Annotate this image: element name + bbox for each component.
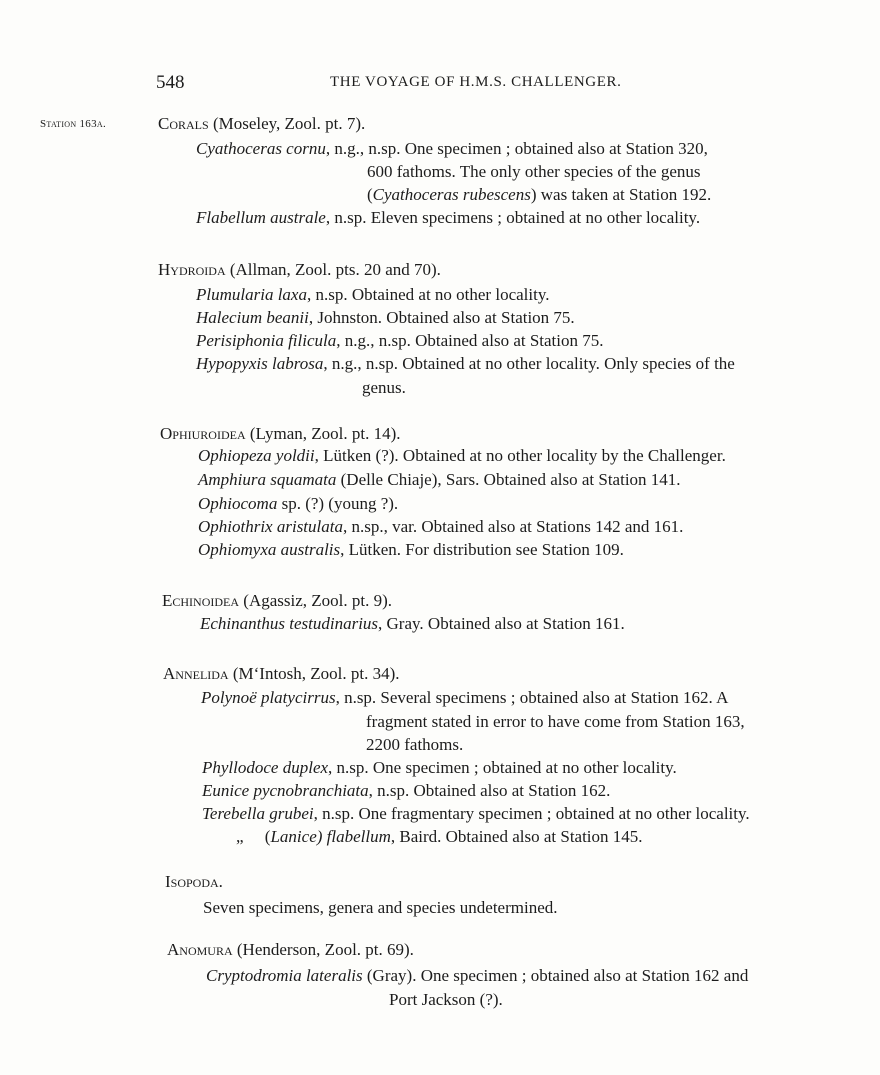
entry-line: Hypopyxis labrosa, n.g., n.sp. Obtained at no other locality. Only species of the bbox=[196, 354, 735, 373]
section-heading-annelida: Annelida (M‘Intosh, Zool. pt. 34). bbox=[163, 664, 400, 683]
section-heading-echinoidea: Echinoidea (Agassiz, Zool. pt. 9). bbox=[162, 591, 393, 610]
section-heading-ophiuroidea: Ophiuroidea (Lyman, Zool. pt. 14). bbox=[160, 424, 401, 443]
entry-line: Halecium beanii, Johnston. Obtained also at Station 75. bbox=[196, 308, 575, 327]
entry-line: Amphiura squamata (Delle Chiaje), Sars. Obtained also at Station 141. bbox=[198, 470, 681, 489]
entry-line: fragment stated in error to have come from Station 163, bbox=[366, 712, 745, 731]
entry-line: (Cyathoceras rubescens) was taken at Station 192. bbox=[367, 185, 712, 204]
entry-line: Cyathoceras cornu, n.g., n.sp. One specimen ; obtained also at Station 320, bbox=[196, 139, 708, 158]
entry-line: Phyllodoce duplex, n.sp. One specimen ; obtained at no other locality. bbox=[202, 758, 677, 777]
station-margin-label: Station 163a. bbox=[40, 118, 107, 130]
entry-line: Perisiphonia filicula, n.g., n.sp. Obtained also at Station 75. bbox=[196, 331, 604, 350]
entry-line: 600 fathoms. The only other species of the genus bbox=[367, 162, 701, 181]
section-heading-hydroida: Hydroida (Allman, Zool. pts. 20 and 70). bbox=[158, 260, 441, 279]
section-heading-anomura: Anomura (Henderson, Zool. pt. 69). bbox=[167, 940, 414, 959]
entry-line: Ophiopeza yoldii, Lütken (?). Obtained at no other locality by the Challenger. bbox=[198, 446, 726, 465]
entry-line: Flabellum australe, n.sp. Eleven specimens ; obtained at no other locality. bbox=[196, 208, 701, 227]
entry-line: „ (Lanice) flabellum, Baird. Obtained also at Station 145. bbox=[236, 827, 643, 846]
entry-line: Echinanthus testudinarius, Gray. Obtained also at Station 161. bbox=[200, 614, 625, 633]
page-number: 548 bbox=[156, 72, 185, 93]
entry-line: genus. bbox=[362, 378, 406, 397]
section-heading-isopoda: Isopoda. bbox=[165, 872, 223, 891]
entry-line: Polynoë platycirrus, n.sp. Several specimens ; obtained also at Station 162. A bbox=[201, 688, 729, 707]
section-heading-corals: Corals (Moseley, Zool. pt. 7). bbox=[158, 114, 366, 133]
entry-line: Terebella grubei, n.sp. One fragmentary specimen ; obtained at no other locality. bbox=[202, 804, 750, 823]
entry-line: Ophiomyxa australis, Lütken. For distribution see Station 109. bbox=[198, 540, 624, 559]
entry-line: Ophiothrix aristulata, n.sp., var. Obtained also at Stations 142 and 161. bbox=[198, 517, 684, 536]
entry-line: 2200 fathoms. bbox=[366, 735, 464, 754]
entry-line: Cryptodromia lateralis (Gray). One specimen ; obtained also at Station 162 and bbox=[206, 966, 749, 985]
running-title: THE VOYAGE OF H.M.S. CHALLENGER. bbox=[330, 74, 622, 90]
entry-line: Seven specimens, genera and species undetermined. bbox=[203, 898, 558, 917]
entry-line: Eunice pycnobranchiata, n.sp. Obtained also at Station 162. bbox=[202, 781, 611, 800]
entry-line: Plumularia laxa, n.sp. Obtained at no other locality. bbox=[196, 285, 550, 304]
entry-line: Ophiocoma sp. (?) (young ?). bbox=[198, 494, 399, 513]
entry-line: Port Jackson (?). bbox=[389, 990, 503, 1009]
